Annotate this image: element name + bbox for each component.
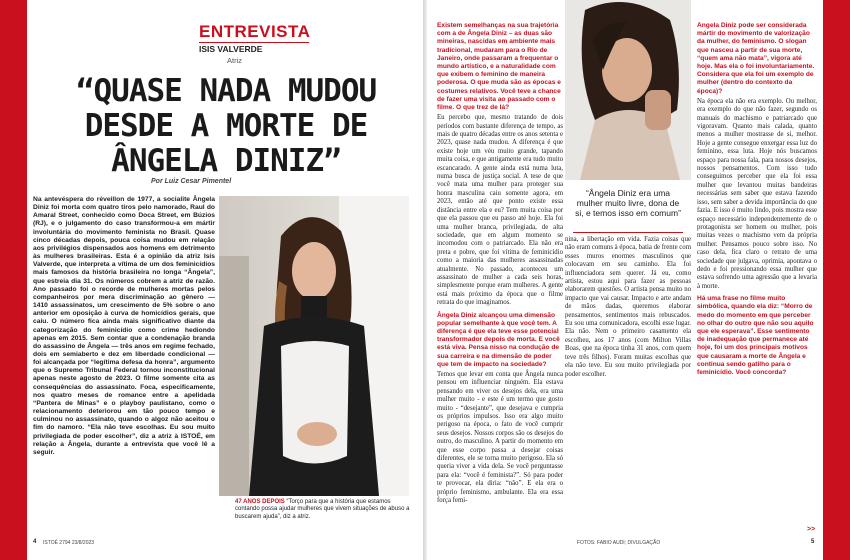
interviewee-name: ISIS VALVERDE [199,44,263,54]
byline: Por Luiz Cesar Pimentel [151,178,232,185]
continue-mark: >> [807,526,816,533]
pull-quote-rule [573,232,683,233]
question-3: Ângela Diniz pode ser considerada mártir do movimento de valorização da mulher, do feminismo. O slogan que nasceu a partir de sua morte, “quem ama não mata”, vigora até hoje. Mas ela o foi involuntariamente. Considera que ela foi um exemplo de mulher (dentro do contexto da época)? [697,22,815,95]
lead-paragraph: Na antevéspera do réveillon de 1977, a socialite Ângela Diniz foi morta com quatro tiros pelo namorado, Raul do Amaral Street, conhecido como Doca Street, em Búzios (RJ), e o julgamento do caso transformou-a em mártir involuntária do movimento feminista no Brasil. Quase cinco décadas depois, pouca coisa mudou em relação aos privilégios dispensados aos homens em detrimento às mulheres brasileiras. Esta é a opinião da atriz Isis Valverde, que interpreta a vítima de um dos feminicídios mais famosos da história brasileira no longa “Ângela”, que estreia dia 31. Os números cobrem a atriz de razão. Ano passado foi o recorde de mulheres mortas pelos companheiros por mera discriminação ao gênero — 1410 assassinatos, um crescimento de 5% sobre o ano anterior em oposição à curva de homicídios gerais, que caiu. O número fica ainda mais significativo diante da categorização do feminicídio como crime hediondo apenas em 2015. Sem contar que a condenação branda do assassino de Ângela — três anos em regime fechado, dois em semiaberto e dez em liberdade condicional — foi alcançada por “legítima defesa da honra”, argumento que o Supremo Tribunal Federal tornou inconstitucional apenas neste agosto de 2023. O filme somente cita as consequências do assassinato. Foca, especificamente, nos quatro meses de romance entre a apelidada “Pantera de Minas” e o playboy paulistano, como o relacionamento deteriorou em tão pouco tempo e culminou no assassinato, quando o algoz não aceitou o fim do namoro. “Ela não teve escolhas. Eu sou muito privilegiada de poder escolher”, diz a atriz à ISTOÉ, em relação a Ângela, durante a entrevista que você lê a seguir. [33,196,215,456]
right-page [427,0,823,560]
actress-photo [219,196,409,496]
page-number-left: 4 [33,539,37,545]
right-red-edge [823,0,850,560]
answer-2: Temos que levar em conta que Ângela nunca pensou em influenciar ninguém. Ela estava pensando em viver os desejos dela, era uma mulher muito - e este é um termo que gosto muito - “desejante”, que desejava e cumpria os próprios impulsos. Isso era algo muito perigoso na época, o fato de você cumprir seus desejos. Nossos corpos são os desejos do outro, do masculino. A partir do momento em que esse corpo passa a desejar coisas diferentes, ele se torna muito perigoso. Ela só queria viver a vida dela. Se você perguntasse para ela: “você é feminista?”. Só para poder te provocar, ela diria: “não”. E ela era o próprio feminismo, ambulante. Ela era essa força femi- [437,371,563,505]
actress-portrait-photo [565,0,691,180]
answer-1: Eu percebo que, mesmo tratando de dois períodos com bastante diferença de tempo, as mais de quatro décadas entre os anos setenta e 2023, quase nada mudou. A diferença é que existe hoje um véu muito grande, tapando muita coisa, e que antigamente era tudo muito escancarado. A gente ainda está numa luta, numa busca de justiça social. A tese de que você mata uma mulher para proteger sua honra masculina caiu somente agora, em 2023, então até que ponto existe essa distância entre ela e eu? Tem muita coisa por que ela passou que eu passo até hoje. Ela foi uma mulher branca, privilegiada, de alta sociedade, que em algum momento se incomodou com o patriarcado. Ela não era preta e pobre, que foi vítima de feminicídio como a maioria das mulheres assassinadas atualmente. No passado, aconteceu um assassinato de mulher a cada seis horas, simplesmente porque eram mulheres. A gente está mais próximo da época que o filme retrata do que imaginamos. [437,114,563,307]
column-3 [697,22,817,522]
question-1: Existem semelhanças na sua trajetória com a de Ângela Diniz – as duas são mineiras, nascidas em ambiente mais tradicional, mudaram para o Rio de Janeiro, onde passaram a frequentar o mundo artístico, e a naturalidade com que exibem o feminino de maneira poderosa. O que muda são as épocas e costumes relativos. Você teve a chance de fazer uma visita ao passado com o filme. O que trez de lá? [437,22,561,112]
interviewee-role: Atriz [227,56,242,65]
column-2-lower [565,236,691,512]
answer-3: Na época ela não era exemplo. Ou melhor, era exemplo do que não fazer, segundo os manuais do machismo e patriarcado que vigoravam. Quanto mais calada, quanto menos a mulher mostrasse de si, melhor. Hoje a gente consegue enxergar essa luz do feminino, essa luta. Hoje nós buscamos espaço para nossa fala, para nossos desejos, nossos pensamentos. Com isso tudo conseguimos perceber que ela foi essa mulher que levantou muitas bandeiras necessárias sem saber que estava fazendo isso, sem saber a devida importância do que fazia. E isso é muito lindo, pois mostra esse espaço necessário independentemente de o protagonista ser homem ou mulher, pois muitas vezes o machismo vem da própria mulher. Pensamos pouco sobre isso. No caso dela, fica claro o retrato de uma sociedade que julgava, oprimia, apontava o dedo e foi pressionando essa mulher que estava sofrendo uma agressão que a levaria à morte. [697,97,817,290]
section-rule [199,42,309,43]
column-1 [437,22,563,534]
question-2: Ângela Diniz alcançou uma dimensão popular semelhante à que você tem. A diferença é que ela teve esse potencial transformador depois de morta. E você está viva. Pensa nisso na condução de sua carreira e na dimensão de poder que tem de impacto na sociedade? [437,311,560,368]
footer-right: FOTOS: FABIO AUDI; DIVULGAÇÃO [577,540,661,546]
left-page [27,0,423,560]
caption-highlight: 47 ANOS DEPOIS [235,499,285,505]
section-title: ENTREVISTA [199,22,311,41]
page-number-right: 5 [811,539,815,545]
question-4: Há uma frase no filme muito simbólica, quando ela diz: “Morro de medo do momento em que perceber no olhar do outro que não sou aquilo que ele esperava”. Esse sentimento de inadequação que permanece até hoje, foi um dos principais motivos que causaram a morte de Ângela e continua sendo gatilho para o feminicídio. Você concorda? [697,295,814,376]
caption-text: “Torço para que a história que estamos contando possa ajudar mulheres que vivem situações de abuso a buscarem ajuda”, diz a atriz. [235,499,410,520]
answer-3-cont: nina, a libertação em vida. Fazia coisas que não eram comuns à época, batia de frente com esses muros enormes masculinos que colocavam em seu caminho. Ela foi influenciadora sem querer. Já eu, como artista, estou aqui para fazer as pessoas elaborarem questões. O artista pensa muito no impacto que vai causar. Impacto e arte andam de mãos dadas, queremos elaborar pensamentos, sentimentos mais rebuscados. Eu sou uma comunicadora, escolhi esse lugar. Ela não. Nem o primeiro casamento ela escolheu, aos 17 anos (com Milton Villas Boas, que na época tinha 31 anos, com quem teve três filhos). Foram muitas escolhas que ela não teve. Eu sou muito privilegiada por poder escolher. [565,236,691,378]
pull-quote: “Ângela Diniz era uma mulher muito livre, dona de si, e temos isso em comum” [575,188,681,218]
left-red-edge [0,0,27,560]
headline: “QUASE NADA MUDOU DESDE A MORTE DE ÂNGELA DINIZ” [75,73,377,179]
footer-left: ISTOÉ 2794 23/8/2023 [43,540,95,546]
photo-caption [235,499,410,521]
